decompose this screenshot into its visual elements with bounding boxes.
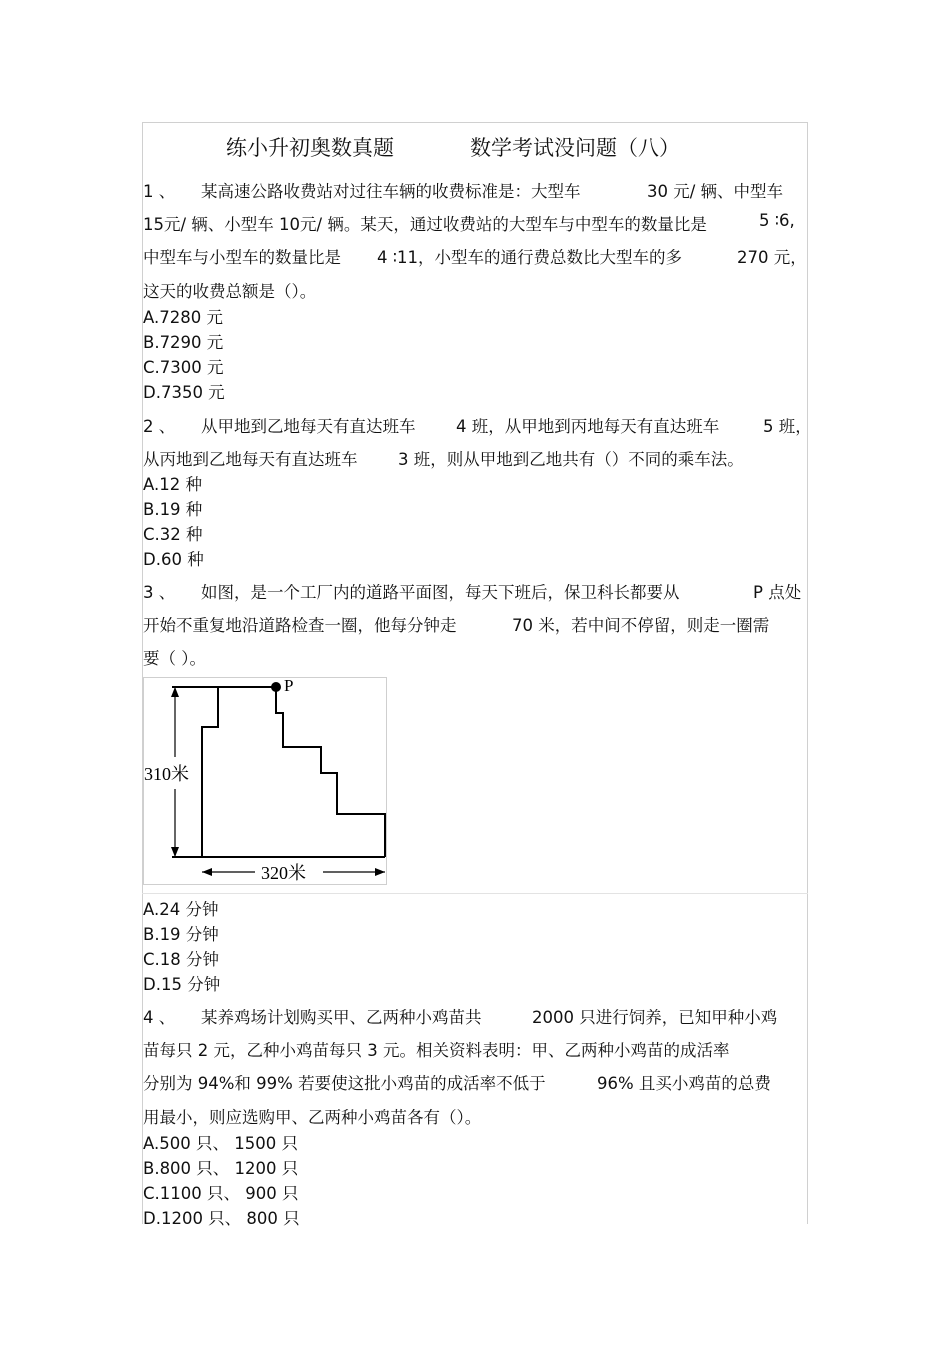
question-text: 96% 且买小鸡苗的总费 xyxy=(597,1074,771,1093)
frame-divider-mid xyxy=(142,893,808,894)
width-label: 320米 xyxy=(261,863,306,883)
height-label: 310米 xyxy=(144,764,189,784)
question-number: 3 、 xyxy=(143,583,176,602)
frame-divider-top xyxy=(142,122,808,123)
road-plan-diagram xyxy=(143,677,387,885)
option-d: D.7350 元 xyxy=(143,383,225,402)
question-text: 如图，是一个工厂内的道路平面图，每天下班后，保卫科长都要从 xyxy=(201,583,680,602)
option-c: C.7300 元 xyxy=(143,358,224,377)
option-d: D.15 分钟 xyxy=(143,975,221,994)
question-text: 中型车与小型车的数量比是 xyxy=(143,248,341,267)
question-text: 开始不重复地沿道路检查一圈，他每分钟走 xyxy=(143,616,457,635)
question-text: 15元/ 辆、小型车 10元/ 辆。某天，通过收费站的大型车与中型车的数量比是 xyxy=(143,215,707,234)
option-c: C.1100 只、 900 只 xyxy=(143,1184,299,1203)
question-text: 4 班，从甲地到丙地每天有直达班车 xyxy=(456,417,720,436)
question-text: 某养鸡场计划购买甲、乙两种小鸡苗共 xyxy=(201,1008,482,1027)
question-number: 1 、 xyxy=(143,182,176,201)
question-text: 从甲地到乙地每天有直达班车 xyxy=(201,417,416,436)
option-b: B.7290 元 xyxy=(143,333,224,352)
question-text: 分别为 94%和 99% 若要使这批小鸡苗的成活率不低于 xyxy=(143,1074,546,1093)
option-d: D.60 种 xyxy=(143,550,204,569)
option-c: C.18 分钟 xyxy=(143,950,220,969)
question-text: 5 ∶6, xyxy=(759,211,795,230)
question-text: 要（ ）。 xyxy=(143,649,206,668)
question-text: 3 班，则从甲地到乙地共有（）不同的乘车法。 xyxy=(398,450,744,469)
title-right: 数学考试没问题（八） xyxy=(470,136,680,160)
option-c: C.32 种 xyxy=(143,525,203,544)
option-b: B.800 只、 1200 只 xyxy=(143,1159,299,1178)
option-b: B.19 分钟 xyxy=(143,925,219,944)
road-plan-figure xyxy=(143,677,387,885)
question-number: 4 、 xyxy=(143,1008,176,1027)
option-b: B.19 种 xyxy=(143,500,203,519)
question-text: 70 米，若中间不停留，则走一圈需 xyxy=(512,616,770,635)
question-text: 某高速公路收费站对过往车辆的收费标准是：大型车 xyxy=(201,182,581,201)
question-text: 从丙地到乙地每天有直达班车 xyxy=(143,450,358,469)
option-a: A.500 只、 1500 只 xyxy=(143,1134,298,1153)
point-p-marker xyxy=(271,682,281,692)
question-text: P 点处 xyxy=(753,583,802,602)
question-number: 2 、 xyxy=(143,417,176,436)
question-text: 30 元/ 辆、中型车 xyxy=(647,182,784,201)
point-p-label: P xyxy=(284,677,294,695)
question-text: 苗每只 2 元，乙种小鸡苗每只 3 元。相关资料表明：甲、乙两种小鸡苗的成活率 xyxy=(143,1041,730,1060)
question-text: 用最小，则应选购甲、乙两种小鸡苗各有（）。 xyxy=(143,1108,482,1127)
question-text: 270 元， xyxy=(737,248,807,267)
question-text: 2000 只进行饲养，已知甲种小鸡 xyxy=(532,1008,778,1027)
option-d: D.1200 只、 800 只 xyxy=(143,1209,300,1228)
option-a: A.12 种 xyxy=(143,475,202,494)
question-text: 5 班， xyxy=(763,417,812,436)
option-a: A.7280 元 xyxy=(143,308,223,327)
option-a: A.24 分钟 xyxy=(143,900,219,919)
question-text: 这天的收费总额是（）。 xyxy=(143,282,317,301)
title-left: 练小升初奥数真题 xyxy=(226,136,394,160)
question-text: 4 ∶11，小型车的通行费总数比大型车的多 xyxy=(377,248,683,267)
